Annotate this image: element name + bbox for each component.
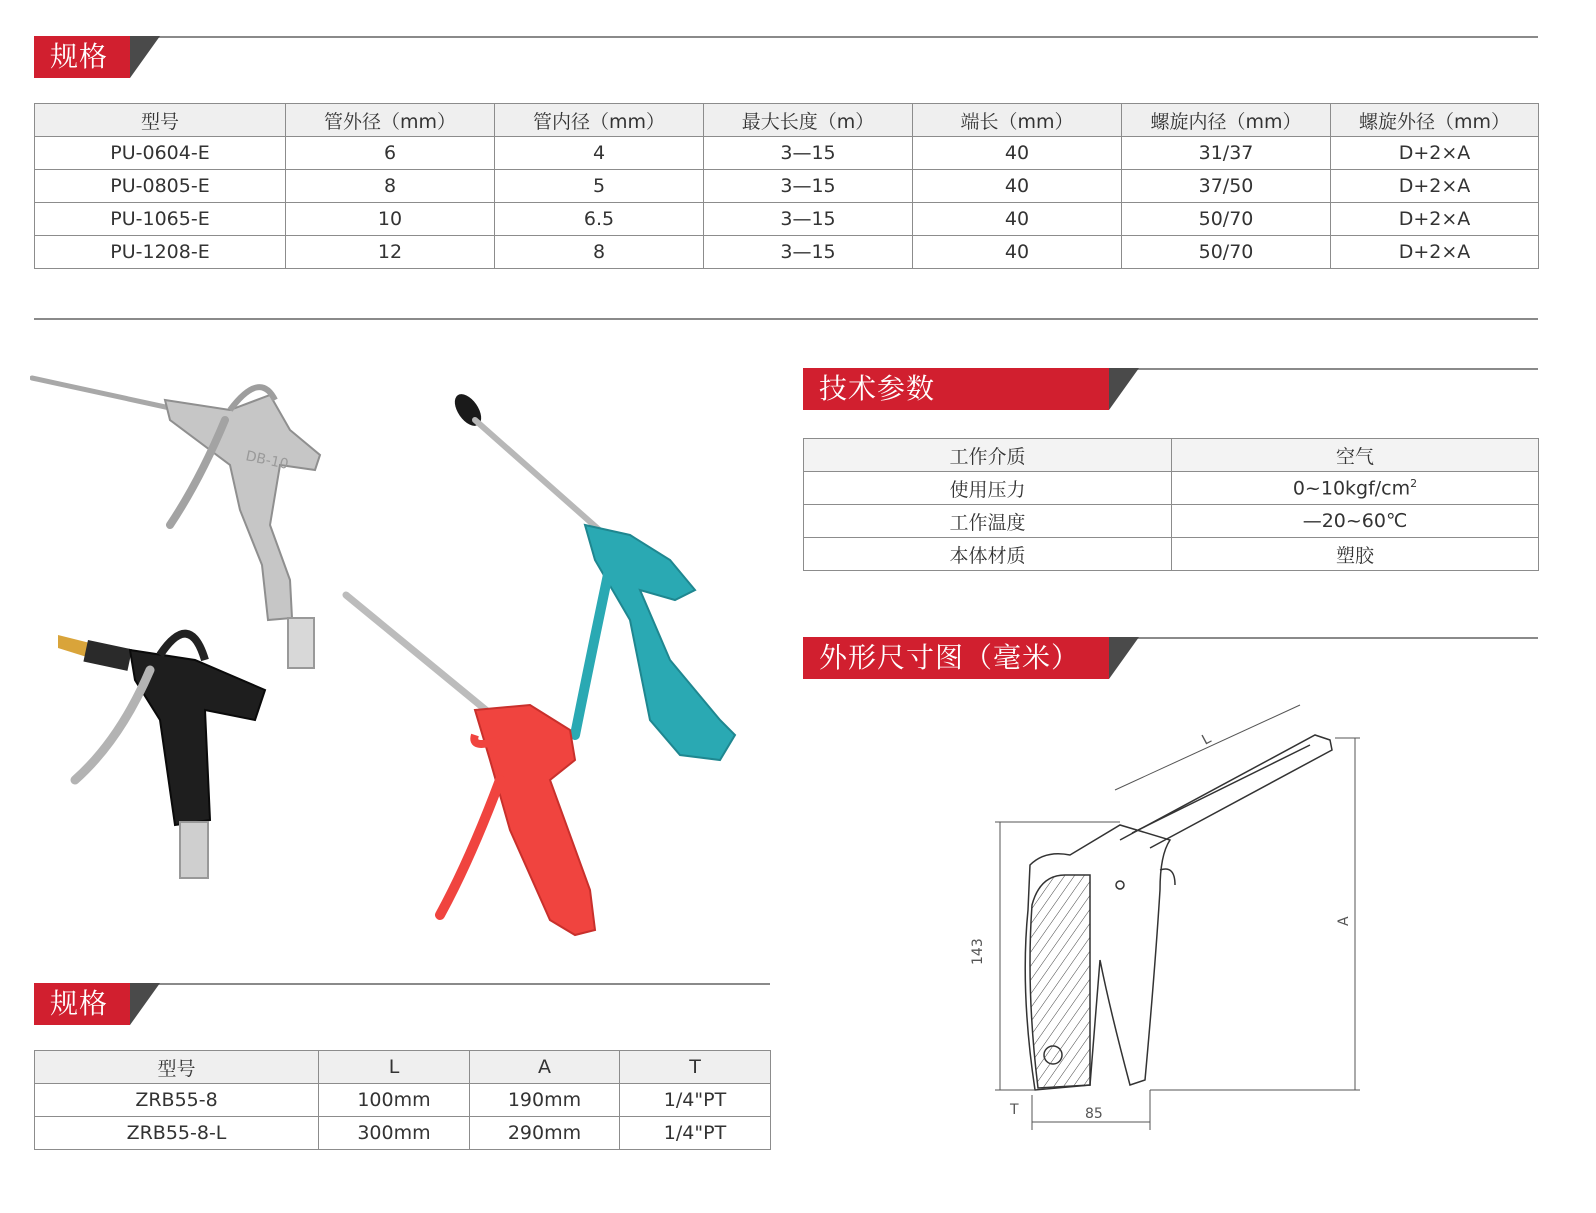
- header-cell: 管外径（mm）: [286, 104, 495, 137]
- table-cell: 50/70: [1122, 203, 1331, 236]
- section-title: 技术参数: [803, 368, 1109, 410]
- tech-section-rule: [1110, 368, 1538, 370]
- top-section-rule: [150, 36, 1538, 38]
- table-cell: 10: [286, 203, 495, 236]
- section-title: 规格: [34, 36, 130, 78]
- table-cell: PU-1065-E: [35, 203, 286, 236]
- tech-params-table: [803, 438, 1539, 571]
- t-dimension-label: T: [1010, 1102, 1019, 1118]
- table-cell: PU-1208-E: [35, 236, 286, 269]
- width-dimension-label: 85: [1085, 1106, 1103, 1122]
- param-value: 0~10kgf/cm: [1292, 477, 1411, 500]
- param-value: 塑胶: [1172, 538, 1539, 571]
- drawing-section-tag: [803, 637, 1143, 679]
- table-cell: D+2×A: [1331, 170, 1539, 203]
- l-dimension-label: L: [1199, 730, 1214, 749]
- header-cell: 型号: [35, 104, 286, 137]
- table-cell: 100mm: [319, 1084, 470, 1117]
- table-cell: 8: [286, 170, 495, 203]
- table-cell: ZRB55-8: [35, 1084, 319, 1117]
- param-label: 使用压力: [804, 472, 1172, 505]
- param-value: 空气: [1172, 439, 1539, 472]
- table-row: [804, 538, 1539, 571]
- dimension-drawing: [960, 690, 1380, 1150]
- header-cell: L: [319, 1051, 470, 1084]
- table-cell: 300mm: [319, 1117, 470, 1150]
- table-cell: 40: [913, 203, 1122, 236]
- table-row: [804, 505, 1539, 538]
- table-cell: 5: [495, 170, 704, 203]
- table-row: [35, 137, 1539, 170]
- header-cell: A: [470, 1051, 620, 1084]
- table-cell: 40: [913, 170, 1122, 203]
- table-cell: 8: [495, 236, 704, 269]
- zrb-spec-table: [34, 1050, 771, 1150]
- middle-divider: [34, 318, 1538, 320]
- table-row: [35, 203, 1539, 236]
- table-row: [804, 472, 1539, 505]
- air-blow-guns-photo: [30, 360, 790, 960]
- table-cell: D+2×A: [1331, 203, 1539, 236]
- table-cell: 3—15: [704, 236, 913, 269]
- bottom-section-rule: [150, 983, 770, 985]
- table-header-row: [35, 104, 1539, 137]
- tech-section-tag: [803, 368, 1143, 410]
- table-row: [35, 1117, 771, 1150]
- section-title: 规格: [34, 983, 130, 1025]
- pu-spec-table: [34, 103, 1539, 269]
- table-row: [35, 236, 1539, 269]
- table-cell: PU-0805-E: [35, 170, 286, 203]
- param-label: 本体材质: [804, 538, 1172, 571]
- header-cell: 端长（mm）: [913, 104, 1122, 137]
- red-gun-image: [346, 595, 595, 935]
- table-cell: 40: [913, 137, 1122, 170]
- header-cell: T: [620, 1051, 771, 1084]
- top-section-tag: [34, 36, 159, 78]
- param-label: 工作温度: [804, 505, 1172, 538]
- table-cell: 31/37: [1122, 137, 1331, 170]
- header-cell: 管内径（mm）: [495, 104, 704, 137]
- param-value-cell: [1172, 472, 1539, 505]
- table-cell: 3—15: [704, 137, 913, 170]
- height-dimension-label: 143: [970, 938, 986, 965]
- section-title: 外形尺寸图（毫米）: [803, 637, 1109, 679]
- a-dimension-label: A: [1336, 916, 1352, 926]
- table-cell: 12: [286, 236, 495, 269]
- table-row: [35, 170, 1539, 203]
- table-cell: 190mm: [470, 1084, 620, 1117]
- header-cell: 螺旋内径（mm）: [1122, 104, 1331, 137]
- table-cell: 290mm: [470, 1117, 620, 1150]
- table-cell: ZRB55-8-L: [35, 1117, 319, 1150]
- table-cell: 50/70: [1122, 236, 1331, 269]
- table-row: [35, 1084, 771, 1117]
- param-label: 工作介质: [804, 439, 1172, 472]
- gun-engraving-text: DB-10: [244, 448, 290, 473]
- superscript: 2: [1410, 476, 1418, 490]
- bottom-section-tag: [34, 983, 159, 1025]
- table-row: [804, 439, 1539, 472]
- table-cell: PU-0604-E: [35, 137, 286, 170]
- table-cell: D+2×A: [1331, 236, 1539, 269]
- table-cell: 1/4"PT: [620, 1084, 771, 1117]
- teal-gun-image: [449, 390, 735, 760]
- header-cell: 最大长度（m）: [704, 104, 913, 137]
- table-cell: 3—15: [704, 203, 913, 236]
- table-cell: 4: [495, 137, 704, 170]
- header-cell: 螺旋外径（mm）: [1331, 104, 1539, 137]
- black-gun-image: [58, 634, 265, 878]
- header-cell: 型号: [35, 1051, 319, 1084]
- table-cell: 1/4"PT: [620, 1117, 771, 1150]
- table-header-row: [35, 1051, 771, 1084]
- silver-gun-image: [32, 378, 320, 668]
- param-value: —20~60℃: [1172, 505, 1539, 538]
- table-cell: 3—15: [704, 170, 913, 203]
- table-cell: D+2×A: [1331, 137, 1539, 170]
- table-cell: 6.5: [495, 203, 704, 236]
- table-cell: 37/50: [1122, 170, 1331, 203]
- table-cell: 6: [286, 137, 495, 170]
- table-cell: 40: [913, 236, 1122, 269]
- drawing-section-rule: [1110, 637, 1538, 639]
